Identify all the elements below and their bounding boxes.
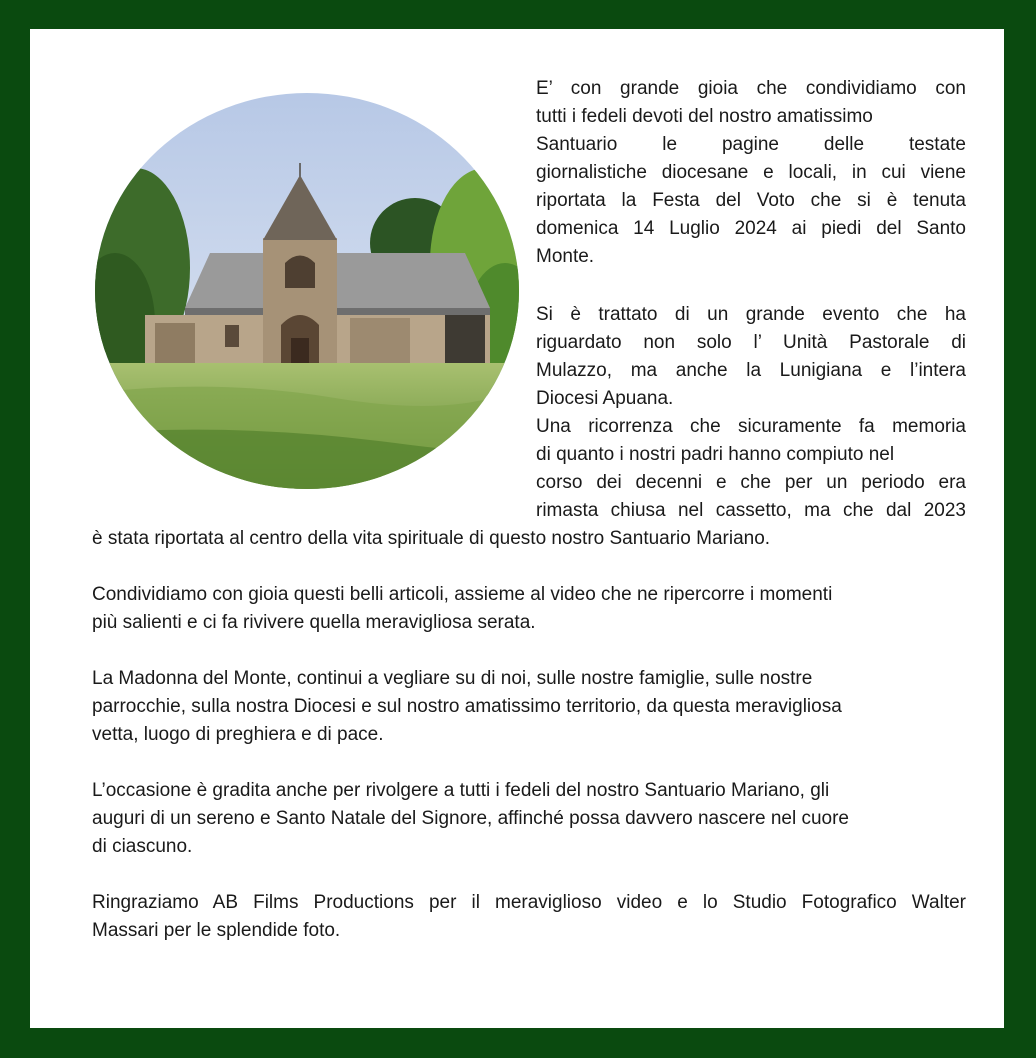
text-line: Una ricorrenza che sicuramente fa memoria [536, 416, 966, 437]
text-line: più salienti e ci fa rivivere quella meravigliosa serata. [92, 612, 536, 633]
chapel-image-icon [95, 93, 519, 489]
text-line: Ringraziamo AB Films Productions per il meraviglioso video e lo Studio Fotografico Walter [92, 892, 966, 913]
text-line: L’occasione è gradita anche per rivolgere a tutti i fedeli del nostro Santuario Mariano, gli [92, 780, 830, 801]
text-line: riguardato non solo l’ Unità Pastorale di [536, 332, 966, 353]
text-line: Mulazzo, ma anche la Lunigiana e l’intera [536, 360, 966, 381]
text-line: E’ con grande gioia che condividiamo con [536, 78, 966, 99]
text-line: giornalistiche diocesane e locali, in cui viene [536, 162, 966, 183]
text-line: auguri di un sereno e Santo Natale del Signore, affinché possa davvero nascere nel cuore [92, 808, 849, 829]
event-paragraph-end [92, 525, 770, 553]
christmas-paragraph [92, 777, 849, 861]
text-line: Massari per le splendide foto. [92, 920, 341, 941]
text-line: di quanto i nostri padri hanno compiuto nel [536, 444, 895, 465]
event-paragraph [536, 301, 966, 525]
text-line: rimasta chiusa nel cassetto, ma che dal 2023 [536, 500, 966, 521]
articles-paragraph [92, 581, 832, 637]
intro-paragraph [536, 75, 966, 271]
text-line: riportata la Festa del Voto che si è tenuta [536, 190, 966, 211]
text-line: tutti i fedeli devoti del nostro amatissimo [536, 106, 873, 127]
blessing-paragraph [92, 665, 842, 749]
text-line: di ciascuno. [92, 836, 193, 857]
sanctuary-photo [95, 93, 519, 489]
text-line: La Madonna del Monte, continui a vegliare su di noi, sulle nostre famiglie, sulle nostre [92, 668, 813, 689]
text-line: è stata riportata al centro della vita spirituale di questo nostro Santuario Mariano. [92, 528, 771, 549]
text-line: corso dei decenni e che per un periodo era [536, 472, 966, 493]
text-line: Si è trattato di un grande evento che ha [536, 304, 966, 325]
text-line: parrocchie, sulla nostra Diocesi e sul nostro amatissimo territorio, da questa meravigliosa [92, 696, 842, 717]
text-line: Monte. [536, 246, 595, 267]
article-card [30, 29, 1004, 1028]
text-line: vetta, luogo di preghiera e di pace. [92, 724, 384, 745]
text-line: Diocesi Apuana. [536, 388, 674, 409]
thanks-paragraph [92, 889, 966, 945]
text-line: domenica 14 Luglio 2024 ai piedi del Santo [536, 218, 966, 239]
text-line: Santuario le pagine delle testate [536, 134, 966, 155]
text-line: Condividiamo con gioia questi belli articoli, assieme al video che ne ripercorre i momenti [92, 584, 833, 605]
